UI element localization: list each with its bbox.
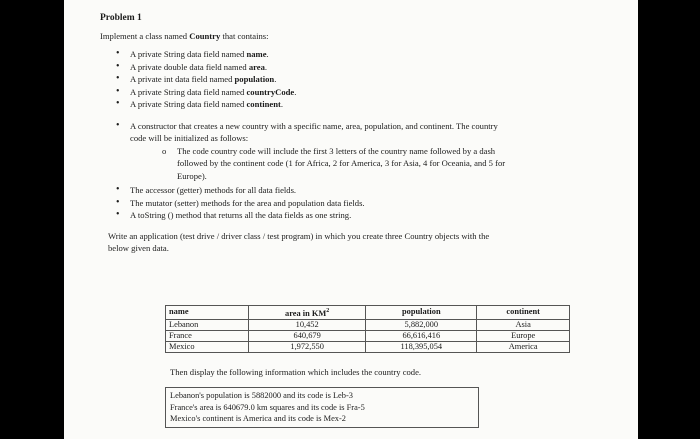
output-line: Lebanon's population is 5882000 and its code is Leb-3 (170, 391, 353, 400)
field-item: • A private int data field named population. (100, 73, 600, 86)
table-row: Lebanon 10,452 5,882,000 Asia (166, 319, 570, 330)
header-population: population (366, 306, 477, 320)
code-rule: o The code country code will include the first 3 letters of the country name followed by a dash followed by the continent code (1 for Africa, 2 for America, 3 for Asia, 4 for Oceania, and 5 for Europe). (162, 145, 506, 181)
field-item: • A private String data field named countryCode. (100, 86, 600, 99)
constructor-item: • A constructor that creates a new country with a specific name, area, population, and continent. The country code will be initialized as follows: (100, 120, 600, 145)
table-row: Mexico 1,972,550 118,395,054 America (166, 341, 570, 352)
field-item: • A private String data field named name. (100, 48, 600, 61)
header-continent: continent (477, 306, 570, 320)
problem-title: Problem 1 (100, 13, 142, 23)
header-name: name (166, 306, 249, 320)
mutator-item: • The mutator (setter) methods for the area and population data fields. (100, 197, 600, 210)
field-item: • A private String data field named continent. (100, 98, 600, 111)
document-page (64, 0, 638, 439)
field-list (100, 48, 600, 111)
table-row: France 640,679 66,616,416 Europe (166, 330, 570, 341)
application-instructions: Write an application (test drive / driver class / test program) in which you create three Country objects with the below given data. (108, 230, 490, 253)
output-line: Mexico's continent is America and its code is Mex-2 (170, 414, 346, 423)
circle-bullet-icon: o (162, 145, 167, 156)
country-table (165, 305, 570, 353)
field-item: • A private double data field named area. (100, 61, 600, 74)
problem-content (100, 12, 600, 255)
class-name: Country (189, 30, 221, 41)
accessor-item: • The accessor (getter) methods for all data fields. (100, 184, 600, 197)
method-list-2 (100, 184, 600, 222)
table-header-row (166, 306, 570, 320)
problem-intro: Implement a class named Country that contains: (100, 30, 269, 41)
header-area: area in $KM^2$ (249, 306, 366, 320)
display-instructions: Then display the following information which includes the country code. (170, 367, 422, 377)
tostring-item: • A toString () method that returns all the data fields as one string. (100, 209, 600, 222)
expected-output-box (165, 387, 479, 428)
method-list (100, 120, 600, 145)
output-line: France's area is 640679.0 km squares and its code is Fra-5 (170, 402, 365, 412)
